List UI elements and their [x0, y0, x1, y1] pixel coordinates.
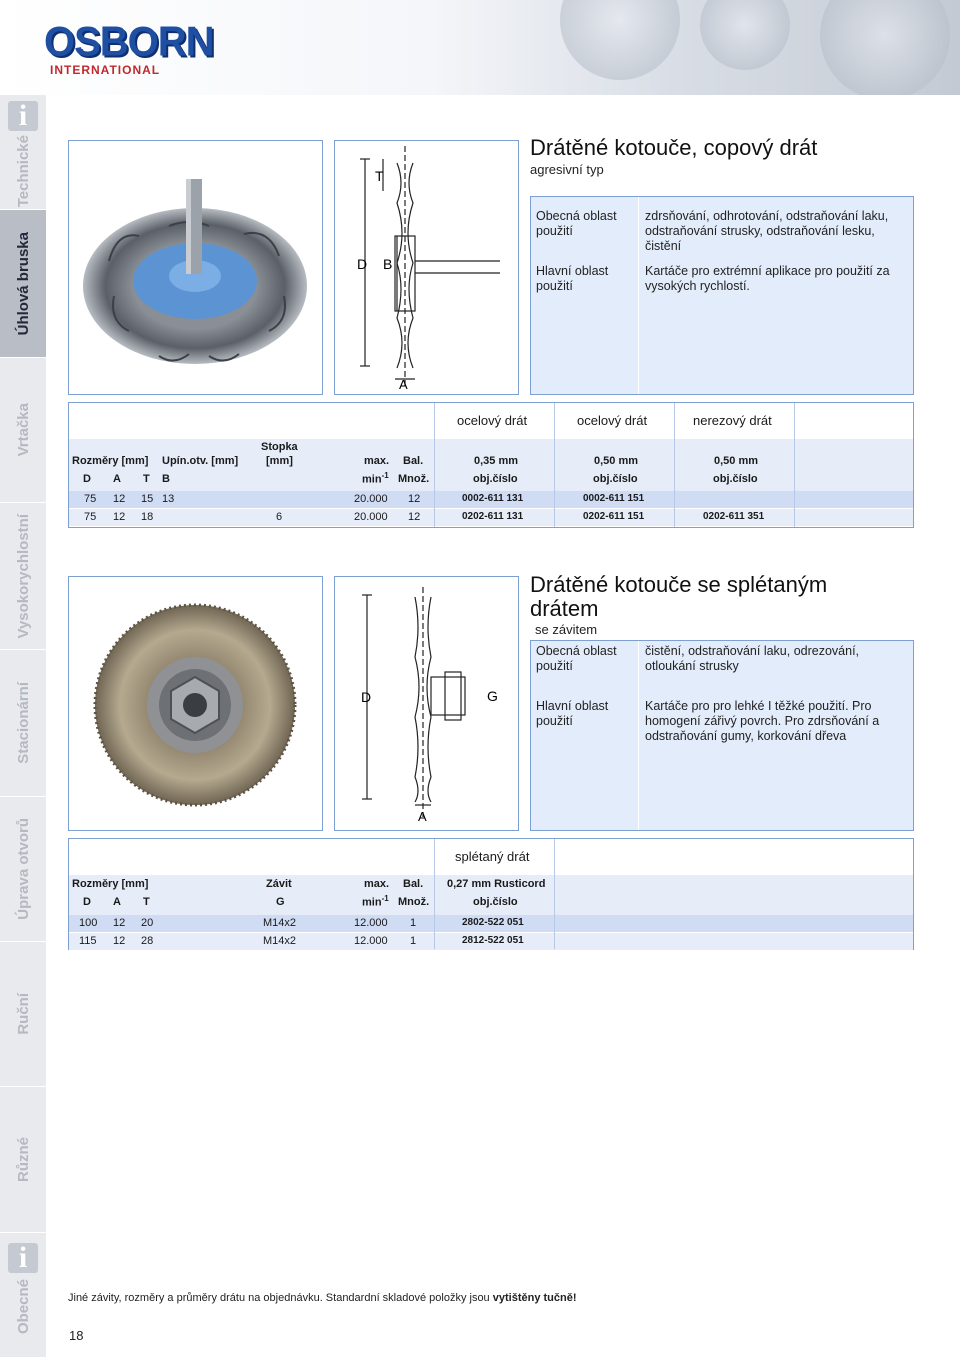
drawing-label-d: D [357, 256, 368, 272]
hdr-upin: Upín.otv. [mm] [162, 455, 239, 467]
cell-t: 28 [141, 935, 154, 947]
cell-a: 12 [113, 511, 126, 523]
sidebar-item-uprava-otvoru[interactable] [0, 797, 46, 942]
sidebar-item-label: Různé [14, 1137, 32, 1182]
sub-obj-1: obj.číslo [473, 473, 518, 485]
hdr-max: max. [364, 455, 390, 467]
cell-a: 12 [113, 917, 126, 929]
divider [434, 839, 435, 949]
sidebar-item-label: Vrtačka [14, 403, 32, 457]
drawing-label-a: A [399, 377, 408, 392]
sidebar-item-vysokorychlostni[interactable] [0, 503, 46, 650]
divider [674, 403, 675, 527]
cell-order: 2802-522 051 [462, 917, 524, 928]
divider [638, 197, 639, 394]
sub-d: D [83, 473, 91, 485]
sub-obj-3: obj.číslo [713, 473, 758, 485]
cell-order-1: 0202-611 131 [462, 511, 524, 522]
col-group-steel-1: ocelový drát [457, 413, 528, 428]
cross-section-diagram [335, 577, 518, 830]
cell-t: 15 [141, 493, 154, 505]
cell-d: 100 [79, 917, 98, 929]
sidebar-item-rucni[interactable] [0, 942, 46, 1087]
cell-d: 75 [84, 493, 97, 505]
general-use-label: Obecná oblast použití [536, 209, 617, 238]
sub-obj-2: obj.číslo [593, 473, 638, 485]
cell-a: 12 [113, 935, 126, 947]
product1-spec-table [68, 402, 914, 528]
cell-bal: 12 [408, 511, 421, 523]
drawing-label-b: B [383, 256, 393, 272]
info-icon: i [8, 1243, 38, 1273]
hdr-bal: Bal. [403, 878, 424, 890]
col-group-steel-2: ocelový drát [577, 413, 648, 428]
category-sidebar [0, 95, 46, 1358]
technical-drawing-twisted-wheel [334, 576, 519, 831]
cell-order-2: 0202-611 151 [583, 511, 645, 522]
cell-stopka: 6 [276, 511, 283, 523]
table-row [69, 933, 913, 950]
cell-t: 18 [141, 511, 154, 523]
cell-max: 20.000 [354, 511, 388, 523]
drawing-label-g: G [487, 688, 498, 704]
hdr-stopka: Stopka [261, 441, 298, 453]
cell-order-1: 0002-611 131 [462, 493, 524, 504]
hdr-wire-1: 0,35 mm [474, 455, 519, 467]
table-row [69, 915, 913, 932]
product2-title-line1: Drátěné kotouče se splétaným [530, 572, 828, 597]
sub-d: D [83, 896, 91, 908]
divider [554, 839, 555, 949]
sidebar-item-technicke[interactable] [0, 95, 46, 210]
drawing-label-a: A [418, 809, 427, 824]
product2-application-box [530, 640, 914, 831]
sub-obj: obj.číslo [473, 896, 518, 908]
divider [434, 403, 435, 527]
hdr-max: max. [364, 878, 390, 890]
product-photo-knot-wheel [68, 140, 323, 395]
product2-subtitle: se závitem [535, 622, 598, 637]
cross-section-diagram [335, 141, 518, 394]
product-photo-twisted-wheel [68, 576, 323, 831]
cell-bal: 1 [410, 935, 417, 947]
main-use-value: Kartáče pro pro lehké I těžké použití. Pro homogení zářivý povrch. Pro zdrsňování a odstraňování gumy, korkování dřeva [645, 699, 880, 743]
sub-g: G [276, 896, 285, 908]
drawing-label-t: T [375, 168, 384, 184]
hdr-wire-2: 0,50 mm [594, 455, 639, 467]
sidebar-item-label: Úhlová bruska [14, 231, 32, 336]
divider [794, 403, 795, 527]
sidebar-item-label: Úprava otvorů [14, 818, 32, 920]
cell-g: M14x2 [263, 935, 297, 947]
cell-b: 13 [162, 493, 175, 505]
page-number: 18 [69, 1328, 84, 1343]
hdr-wire: 0,27 mm Rusticord [447, 878, 546, 890]
sidebar-item-ruzne[interactable] [0, 1087, 46, 1233]
general-use-value: zdrsňování, odhrotování, odstraňování laku, odstraňování strusky, odstraňování lesku, čistění [645, 209, 889, 253]
main-use-label: Hlavní oblast použití [536, 699, 609, 728]
twisted-wire-wheel-image [69, 577, 322, 830]
general-use-label: Obecná oblast použití [536, 644, 617, 673]
cell-bal: 1 [410, 917, 417, 929]
knot-wire-wheel-image [69, 141, 322, 394]
col-group-twisted: splétaný drát [455, 849, 530, 864]
hdr-wire-3: 0,50 mm [714, 455, 759, 467]
cell-order-3: 0202-611 351 [703, 511, 765, 522]
cell-max: 20.000 [354, 493, 388, 505]
hdr-rozmery: Rozměry [mm] [72, 878, 149, 890]
sidebar-item-uhlova-bruska[interactable] [0, 210, 46, 358]
drawing-label-d: D [361, 689, 372, 705]
sub-t: T [143, 896, 150, 908]
cell-order-2: 0002-611 151 [583, 493, 645, 504]
product1-title: Drátěné kotouče, copový drát [530, 135, 818, 160]
sidebar-item-label: Ruční [14, 993, 32, 1035]
page-header [0, 0, 960, 95]
sub-t: T [143, 473, 150, 485]
sub-mnoz: Množ. [398, 896, 430, 908]
cell-max: 12.000 [354, 917, 388, 929]
divider [554, 403, 555, 527]
cell-t: 20 [141, 917, 154, 929]
sidebar-item-label: Vysokorychlostní [14, 513, 32, 639]
decorative-brush-image [700, 0, 790, 70]
table-row [69, 491, 913, 508]
product1-application-box [530, 196, 914, 395]
footer-note-bold: vytištěny tučně! [492, 1292, 577, 1304]
divider [638, 641, 639, 830]
sidebar-item-label: Technické [14, 135, 32, 208]
osborn-logo [44, 20, 214, 77]
sidebar-item-label: Obecné [14, 1279, 32, 1335]
logo-wordmark: OSBORN [44, 18, 214, 66]
sub-mnoz: Množ. [398, 473, 430, 485]
col-group-stainless: nerezový drát [693, 413, 772, 428]
sub-a: A [113, 896, 121, 908]
sidebar-item-vrtacka[interactable] [0, 358, 46, 503]
footer-note [68, 1292, 577, 1304]
sidebar-item-obecne[interactable] [0, 1233, 46, 1358]
product2-spec-table [68, 838, 914, 950]
cell-g: M14x2 [263, 917, 297, 929]
cell-order: 2812-522 051 [462, 935, 524, 946]
cell-bal: 12 [408, 493, 421, 505]
cell-d: 75 [84, 511, 97, 523]
cell-a: 12 [113, 493, 126, 505]
hdr-rozmery: Rozměry [mm] [72, 455, 149, 467]
main-use-label: Hlavní oblast použití [536, 264, 609, 293]
main-use-value: Kartáče pro extrémní aplikace pro použití za vysokých rychlostí. [645, 264, 890, 293]
cell-max: 12.000 [354, 935, 388, 947]
hdr-stopka-unit: [mm] [266, 455, 293, 467]
technical-drawing-knot-wheel [334, 140, 519, 395]
product1-subtitle: agresivní typ [530, 162, 604, 177]
hdr-bal: Bal. [403, 455, 424, 467]
product2-title-line2: drátem [530, 596, 599, 621]
logo-subtitle: INTERNATIONAL [50, 63, 161, 77]
footer-note-text: Jiné závity, rozměry a průměry drátu na objednávku. Standardní skladové položky jsou [68, 1292, 493, 1304]
general-use-value: čistění, odstraňování laku, odrezování, otloukání strusky [645, 644, 860, 673]
decorative-brush-image [820, 0, 950, 95]
sub-min: $\min^{-1}$ [362, 894, 389, 909]
sidebar-item-stacionarni[interactable] [0, 650, 46, 797]
hdr-zavit: Závit [266, 878, 292, 890]
sub-min: $\min^{-1}$ [362, 471, 389, 486]
info-icon: i [8, 101, 38, 131]
table-row [69, 509, 913, 526]
sub-a: A [113, 473, 121, 485]
sub-b: B [162, 473, 170, 485]
cell-d: 115 [79, 935, 97, 947]
decorative-brush-image [560, 0, 680, 80]
sidebar-item-label: Stacionární [14, 682, 32, 764]
